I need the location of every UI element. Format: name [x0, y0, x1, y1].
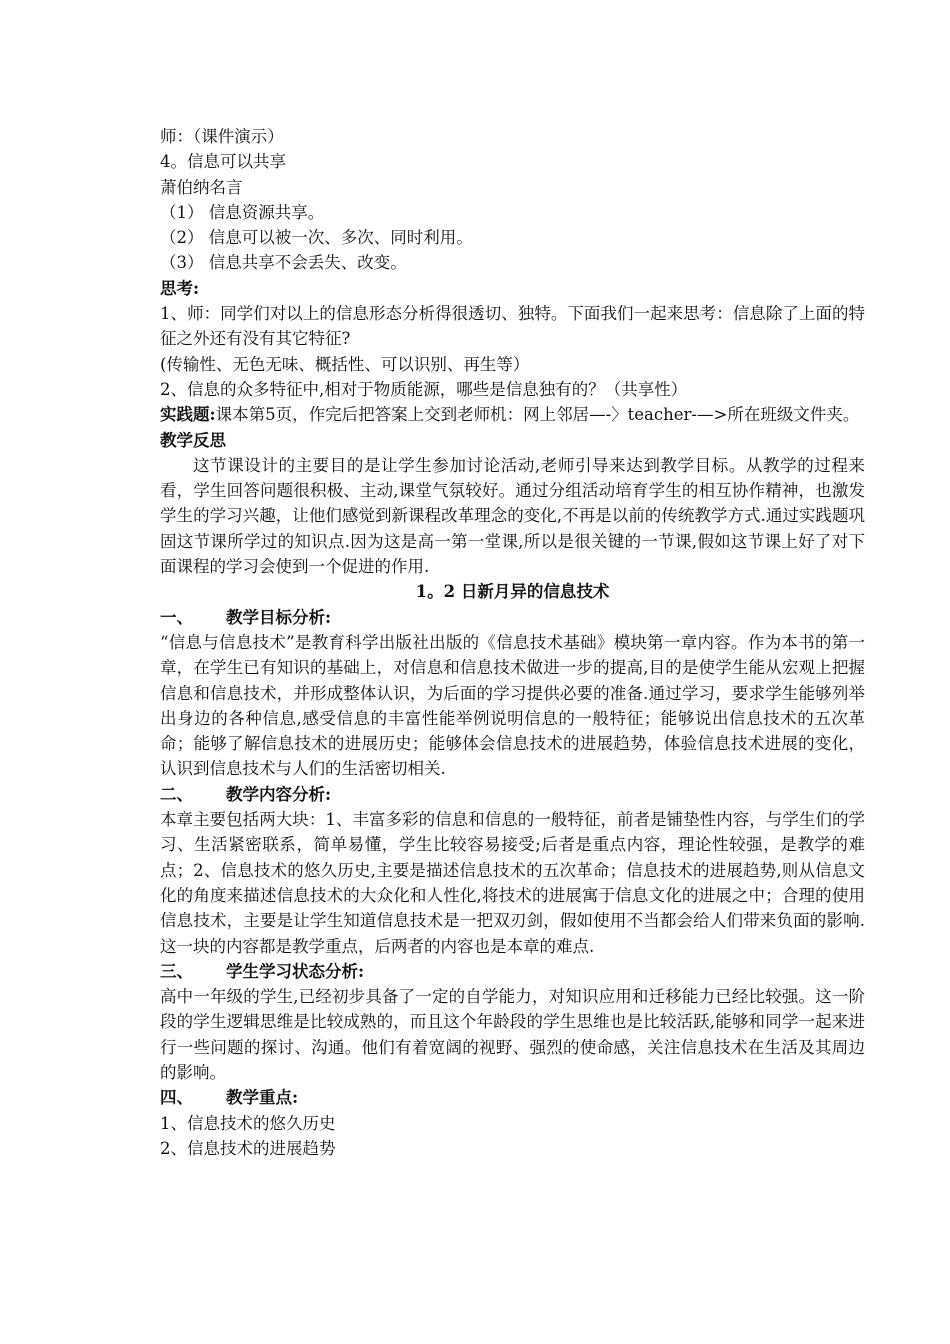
section-2-paragraph: 本章主要包括两大块：1、丰富多彩的信息和信息的一般特征，前者是铺垫性内容，与学生们的学习、生活紧密联系，简单易懂，学生比较容易接受;后者是重点内容，理论性较强，是教学的难点；2、信息技术的悠久历史,主要是描述信息技术的五次革命；信息技术的进展趋势,则从信息文化的角度来描述信息技术的大众化和人性化,将技术的进展寓于信息文化的进展之中；合理的使用信息技术，主要是让学生知道信息技术是一把双刃剑，假如使用不当都会给人们带来负面的影响.这一块的内容都是教学重点，后两者的内容也是本章的难点.	[160, 810, 865, 956]
section-number: 三、	[160, 961, 193, 981]
reflection-heading: 教学反思	[160, 430, 226, 450]
section-label: 教学目标分析:	[226, 607, 332, 627]
list-item: 1、信息技术的悠久历史	[160, 1113, 336, 1133]
think-label: 思考:	[160, 278, 200, 298]
list-item: （2） 信息可以被一次、多次、同时利用。	[160, 228, 473, 248]
practice-paragraph	[160, 402, 865, 427]
section-heading-2	[160, 782, 865, 807]
practice-label: 实践题:	[160, 405, 216, 425]
section-title: 1。2 日新月异的信息技术	[415, 582, 610, 602]
question-2: 2、信息的众多特征中,相对于物质能源，哪些是信息独有的？（共享性）	[160, 379, 688, 399]
list-item: 2、信息技术的进展趋势	[160, 1138, 336, 1158]
section-number: 二、	[160, 784, 193, 804]
section-heading-3	[160, 959, 865, 984]
section-3-paragraph: 高中一年级的学生,已经初步具备了一定的自学能力，对知识应用和迁移能力已经比较强。这一阶段的学生逻辑思维是比较成熟的，而且这个年龄段的学生思维也是比较活跃,能够和同学一起来进行一些问题的探讨、沟通。他们有着宽阔的视野、强烈的使命感，关注信息技术在生活及其周边的影响。	[160, 987, 865, 1082]
list-item: （3） 信息共享不会丢失、改变。	[160, 253, 407, 273]
section-label: 学生学习状态分析:	[226, 961, 365, 981]
reflection-paragraph: 这节课设计的主要目的是让学生参加讨论活动,老师引导来达到教学目标。从教学的过程来看，学生回答问题很积极、主动,课堂气氛较好。通过分组活动培育学生的相互协作精神，也激发学生的学习兴趣，让他们感觉到新课程改革理念的变化,不再是以前的传统教学方式.通过实践题巩固这节课所学过的知识点.因为这是高一第一堂课,所以是很关键的一节课,假如这节课上好了对下面课程的学习会使到一个促进的作用.	[160, 455, 865, 577]
document-page	[160, 124, 865, 1161]
question-1-answer: (传输性、无色无味、概括性、可以识别、再生等）	[160, 354, 530, 374]
teacher-line: 师：（课件演示）	[160, 127, 284, 146]
list-item: （1） 信息资源共享。	[160, 202, 325, 222]
section-heading-4	[160, 1085, 865, 1110]
section-1-paragraph: “信息与信息技术”是教育科学出版社出版的《信息技术基础》模块第一章内容。作为本书的第一章，在学生已有知识的基础上，对信息和信息技术做进一步的提高,目的是使学生能从宏观上把握信息和信息技术，并形成整体认识，为后面的学习提供必要的准备.通过学习，要求学生能够列举出身边的各种信息,感受信息的丰富性能举例说明信息的一般特征；能够说出信息技术的五次革命；能够了解信息技术的进展历史；能够体会信息技术的进展趋势，体验信息技术进展的变化，认识到信息技术与人们的生活密切相关.	[160, 632, 865, 779]
section-label: 教学重点:	[226, 1088, 299, 1108]
section-number: 四、	[160, 1088, 193, 1108]
quote-heading: 萧伯纳名言	[160, 177, 243, 197]
heading-info-sharing: 4。信息可以共享	[160, 152, 286, 172]
question-1: 1、师：同学们对以上的信息形态分析得很透切、独特。下面我们一起来思考：信息除了上面的特征之外还有没有其它特征?	[160, 304, 865, 349]
section-heading-1	[160, 605, 865, 630]
practice-text: 课本第5页，作完后把答案上交到老师机：网上邻居—-〉teacher-—>所在班级文件夹。	[215, 405, 860, 425]
section-number: 一、	[160, 607, 193, 627]
section-label: 教学内容分析:	[226, 784, 332, 804]
